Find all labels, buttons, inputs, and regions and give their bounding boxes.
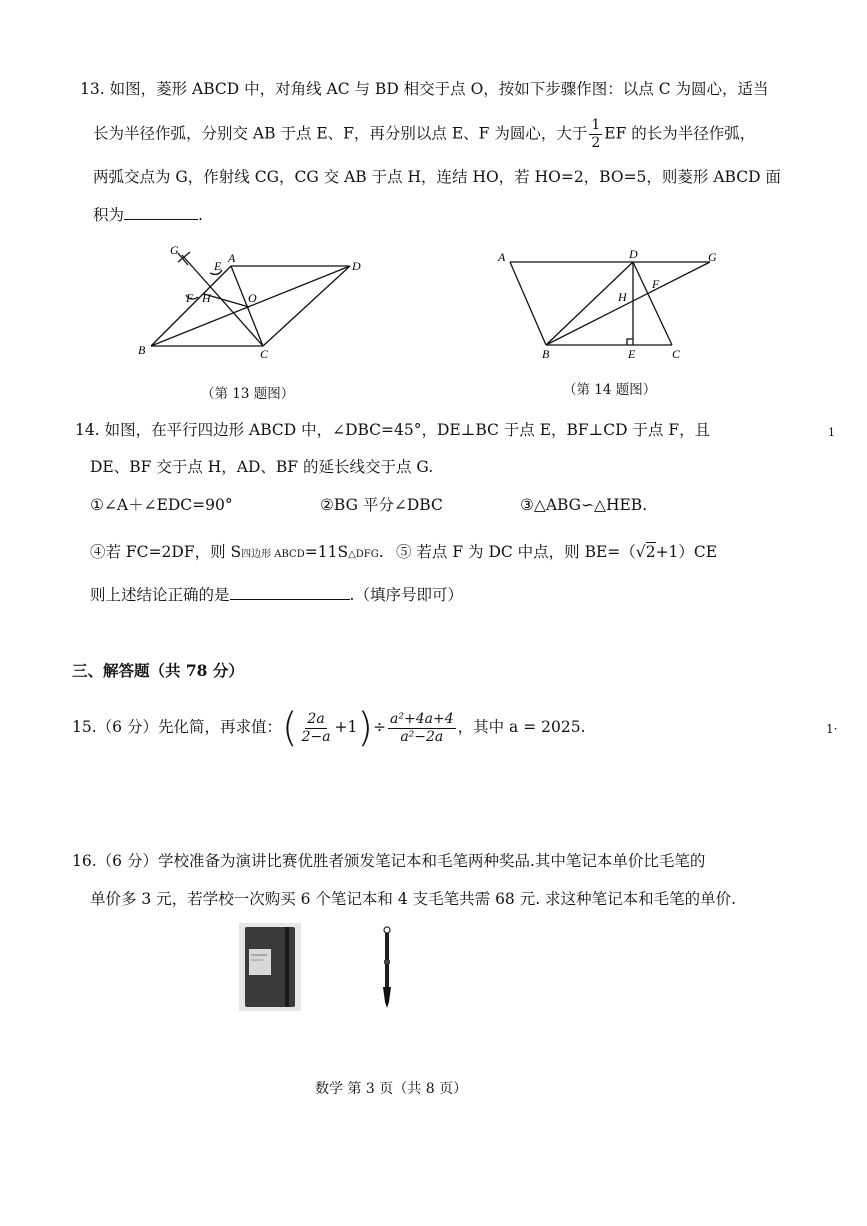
q13-frac-num: 1 [591, 117, 601, 133]
fig14-label-c: C [672, 347, 681, 361]
q15-line [72, 702, 586, 752]
figure-14 [490, 245, 730, 370]
brush-pen-image [375, 926, 399, 1010]
q14-opt5-b: +1）CE [655, 543, 718, 561]
fig13-label-o: O [248, 291, 257, 305]
page-footer: 数学 第 3 页（共 8 页） [315, 1081, 468, 1097]
fig13-side-ab [151, 266, 231, 346]
fig14-label-e: E [628, 347, 636, 361]
q14-option-1: ①∠A＋∠EDC=90° [90, 496, 233, 514]
fig13-label-e: E [214, 259, 222, 273]
q14-answer-line [90, 584, 463, 606]
left-paren-icon: ( [281, 705, 298, 751]
notebook-image [239, 923, 301, 1011]
q15-f2-den: a²−2a [400, 728, 444, 745]
q16-line2: 单价多 3 元，若学校一次购买 6 个笔记本和 4 支毛笔共需 68 元. 求这种笔记本和毛笔的单价. [90, 890, 737, 908]
fig13-label-a: A [228, 251, 236, 265]
right-paren-icon: ) [357, 705, 374, 751]
margin-mark-1: 1 [828, 426, 835, 439]
section-3-heading: 三、解答题（共 78 分） [72, 661, 244, 680]
q15-suffix: ，其中 a = 2025 [457, 718, 581, 736]
q14-opt4-sub: 四边形 ABCD [241, 549, 305, 560]
fig14-label-h: H [618, 290, 627, 304]
q15-plus-one: +1 [334, 718, 358, 736]
q14-opt5-radicand: 2 [645, 543, 656, 561]
q14-opt4-c: . [378, 543, 384, 561]
q14-opt4-b: =11S [304, 543, 349, 561]
q13-answer-blank[interactable] [124, 205, 198, 220]
q13-line1: 13. 如图，菱形 ABCD 中，对角线 AC 与 BD 相交于点 O，按如下步骤作图：以点 C 为圆心，适当 [80, 80, 769, 98]
q14-caption: （第 14 题图） [563, 382, 657, 398]
q15-f1-den: 2−a [301, 728, 331, 745]
fig13-label-d: D [352, 259, 361, 273]
q14-answer-blank[interactable] [230, 585, 350, 600]
q14-line1: 14. 如图，在平行四边形 ABCD 中，∠DBC=45°，DE⊥BC 于点 E，BF⊥CD 于点 F，且 [75, 421, 711, 439]
q13-fraction [589, 117, 602, 152]
q15-prefix: 15.（6 分）先化简，再求值： [72, 718, 282, 736]
fig14-label-b: B [542, 347, 550, 361]
q13-line4 [93, 204, 203, 226]
q15-fraction-2 [388, 711, 456, 746]
fig13-label-f: F [186, 291, 194, 305]
q16-line1: 16.（6 分）学校准备为演讲比赛优胜者颁发笔记本和毛笔两种奖品.其中笔记本单价比毛笔的 [72, 852, 706, 870]
sqrt-icon: √ [635, 543, 646, 561]
q15-end: . [580, 718, 586, 736]
q14-ans-b: .（填序号即可） [349, 586, 463, 604]
q15-f1-num: 2a [307, 710, 325, 727]
q15-fraction-1 [300, 711, 333, 746]
q14-opt4-sub2: △DFG [348, 549, 379, 560]
q13-caption: （第 13 题图） [201, 386, 295, 402]
figure-13 [130, 240, 370, 365]
q14-opt4-a: ④若 FC=2DF，则 S [90, 543, 242, 561]
fig14-right-angle-mark [627, 339, 633, 345]
fig14-label-g: G [708, 250, 717, 264]
q13-line2-b: EF 的长为半径作弧， [604, 124, 756, 143]
fig13-label-b: B [138, 343, 146, 357]
q13-line4-b: . [198, 206, 203, 224]
fig13-label-g: G [170, 243, 179, 257]
q14-ans-a: 则上述结论正确的是 [90, 586, 230, 604]
margin-mark-2: 1· [826, 722, 838, 736]
q14-option-5 [396, 541, 717, 563]
q14-opt5-a: ⑤ 若点 F 为 DC 中点，则 BE=（ [396, 543, 636, 561]
q13-line2-a: 长为半径作弧，分别交 AB 于点 E、F，再分别以点 E、F 为圆心，大于 [93, 124, 588, 143]
q14-option-3: ③△ABG∽△HEB. [520, 496, 648, 514]
q14-option-2: ②BG 平分∠DBC [320, 496, 443, 514]
fig13-side-cd [263, 266, 350, 346]
q13-frac-den: 2 [591, 135, 601, 151]
q13-line3: 两弧交点为 G，作射线 CG，CG 交 AB 于点 H，连结 HO，若 HO=2，BO=5，则菱形 ABCD 面 [93, 168, 781, 186]
fig13-diagonal-bd [151, 266, 350, 346]
q13-line2 [93, 117, 755, 152]
fig14-side-ab [510, 262, 546, 345]
fig14-line-bg [546, 262, 710, 345]
fig13-label-h: H [202, 291, 211, 305]
fig14-label-f: F [652, 277, 660, 291]
q13-line4-a: 积为 [93, 206, 125, 224]
q15-f2-num: a²+4a+4 [390, 710, 454, 727]
q14-option-4 [90, 541, 384, 566]
fig14-label-d: D [629, 247, 638, 261]
q14-line2: DE、BF 交于点 H，AD、BF 的延长线交于点 G. [90, 458, 434, 476]
fig14-label-a: A [498, 250, 506, 264]
fig13-label-c: C [260, 347, 269, 361]
q15-div: ÷ [373, 718, 387, 736]
fig14-side-dc [633, 262, 672, 345]
